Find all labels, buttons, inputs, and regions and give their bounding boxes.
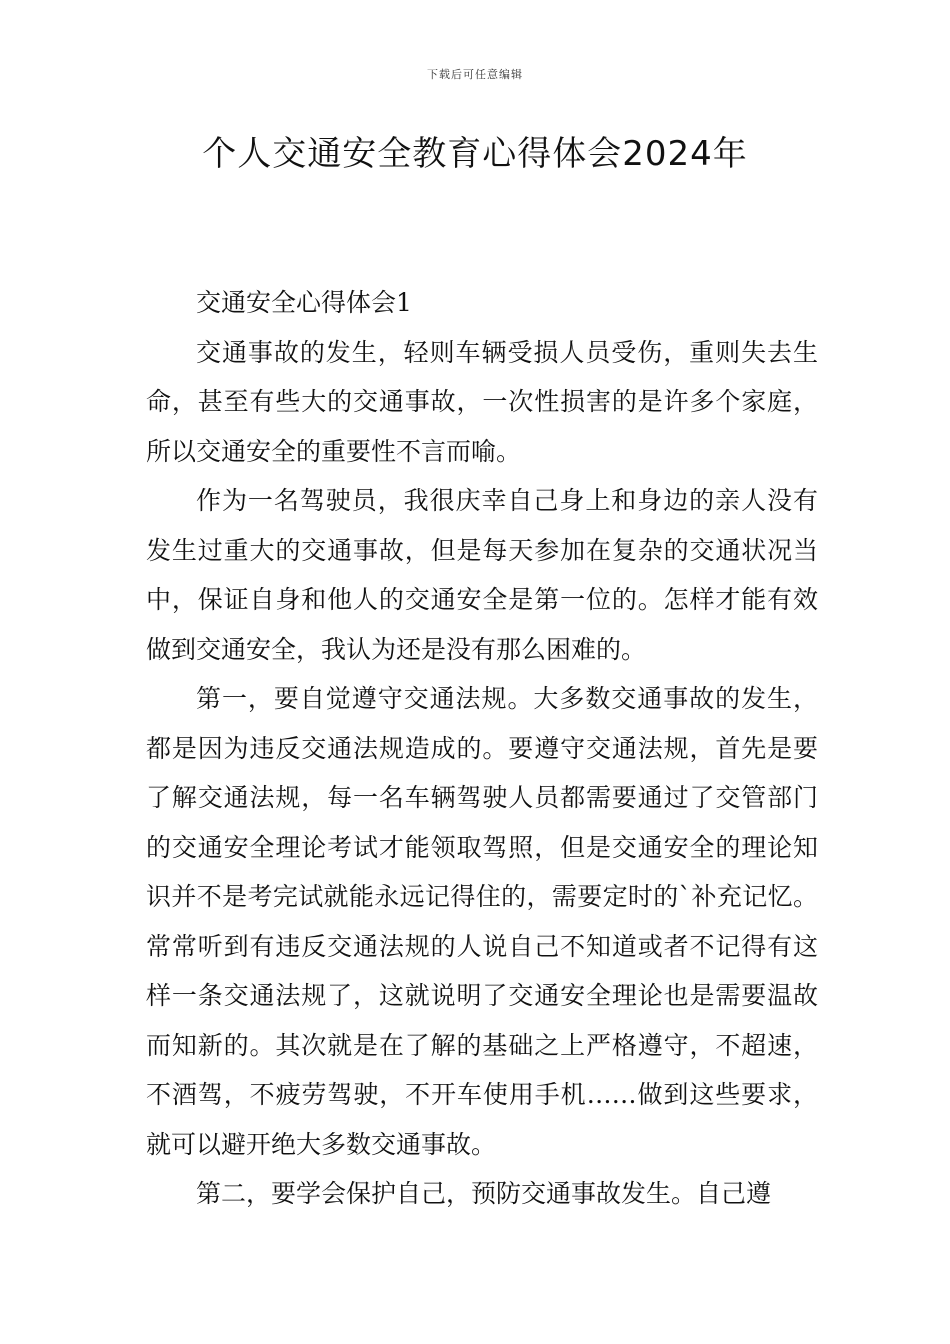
section-heading: 交通安全心得体会1	[196, 288, 412, 317]
paragraph-3: 第一，要自觉遵守交通法规。大多数交通事故的发生，都是因为违反交通法规造成的。要遵守交通法规，首先是要了解交通法规，每一名车辆驾驶人员都需要通过了交管部门的交通安全理论考试才能领取驾照，但是交通安全的理论知识并不是考完试就能永远记得住的，需要定时的`补充记忆。常常听到有违反交通法规的人说自己不知道或者不记得有这样一条交通法规了，这就说明了交通安全理论也是需要温故而知新的。其次就是在了解的基础之上严格遵守，不超速，不酒驾，不疲劳驾驶，不开车使用手机……做到这些要求，就可以避开绝大多数交通事故。	[146, 684, 818, 1159]
paragraph-4: 第二，要学会保护自己，预防交通事故发生。自己遵	[196, 1179, 772, 1208]
page-header-note: 下载后可任意编辑	[427, 68, 523, 81]
document-title: 个人交通安全教育心得体会2024年	[202, 134, 748, 174]
paragraph-2: 作为一名驾驶员，我很庆幸自己身上和身边的亲人没有发生过重大的交通事故，但是每天参加在复杂的交通状况当中，保证自身和他人的交通安全是第一位的。怎样才能有效做到交通安全，我认为还是没有那么困难的。	[146, 486, 818, 664]
paragraph-1: 交通事故的发生，轻则车辆受损人员受伤，重则失去生命，甚至有些大的交通事故，一次性损害的是许多个家庭，所以交通安全的重要性不言而喻。	[146, 337, 818, 466]
document-body	[146, 278, 818, 1219]
